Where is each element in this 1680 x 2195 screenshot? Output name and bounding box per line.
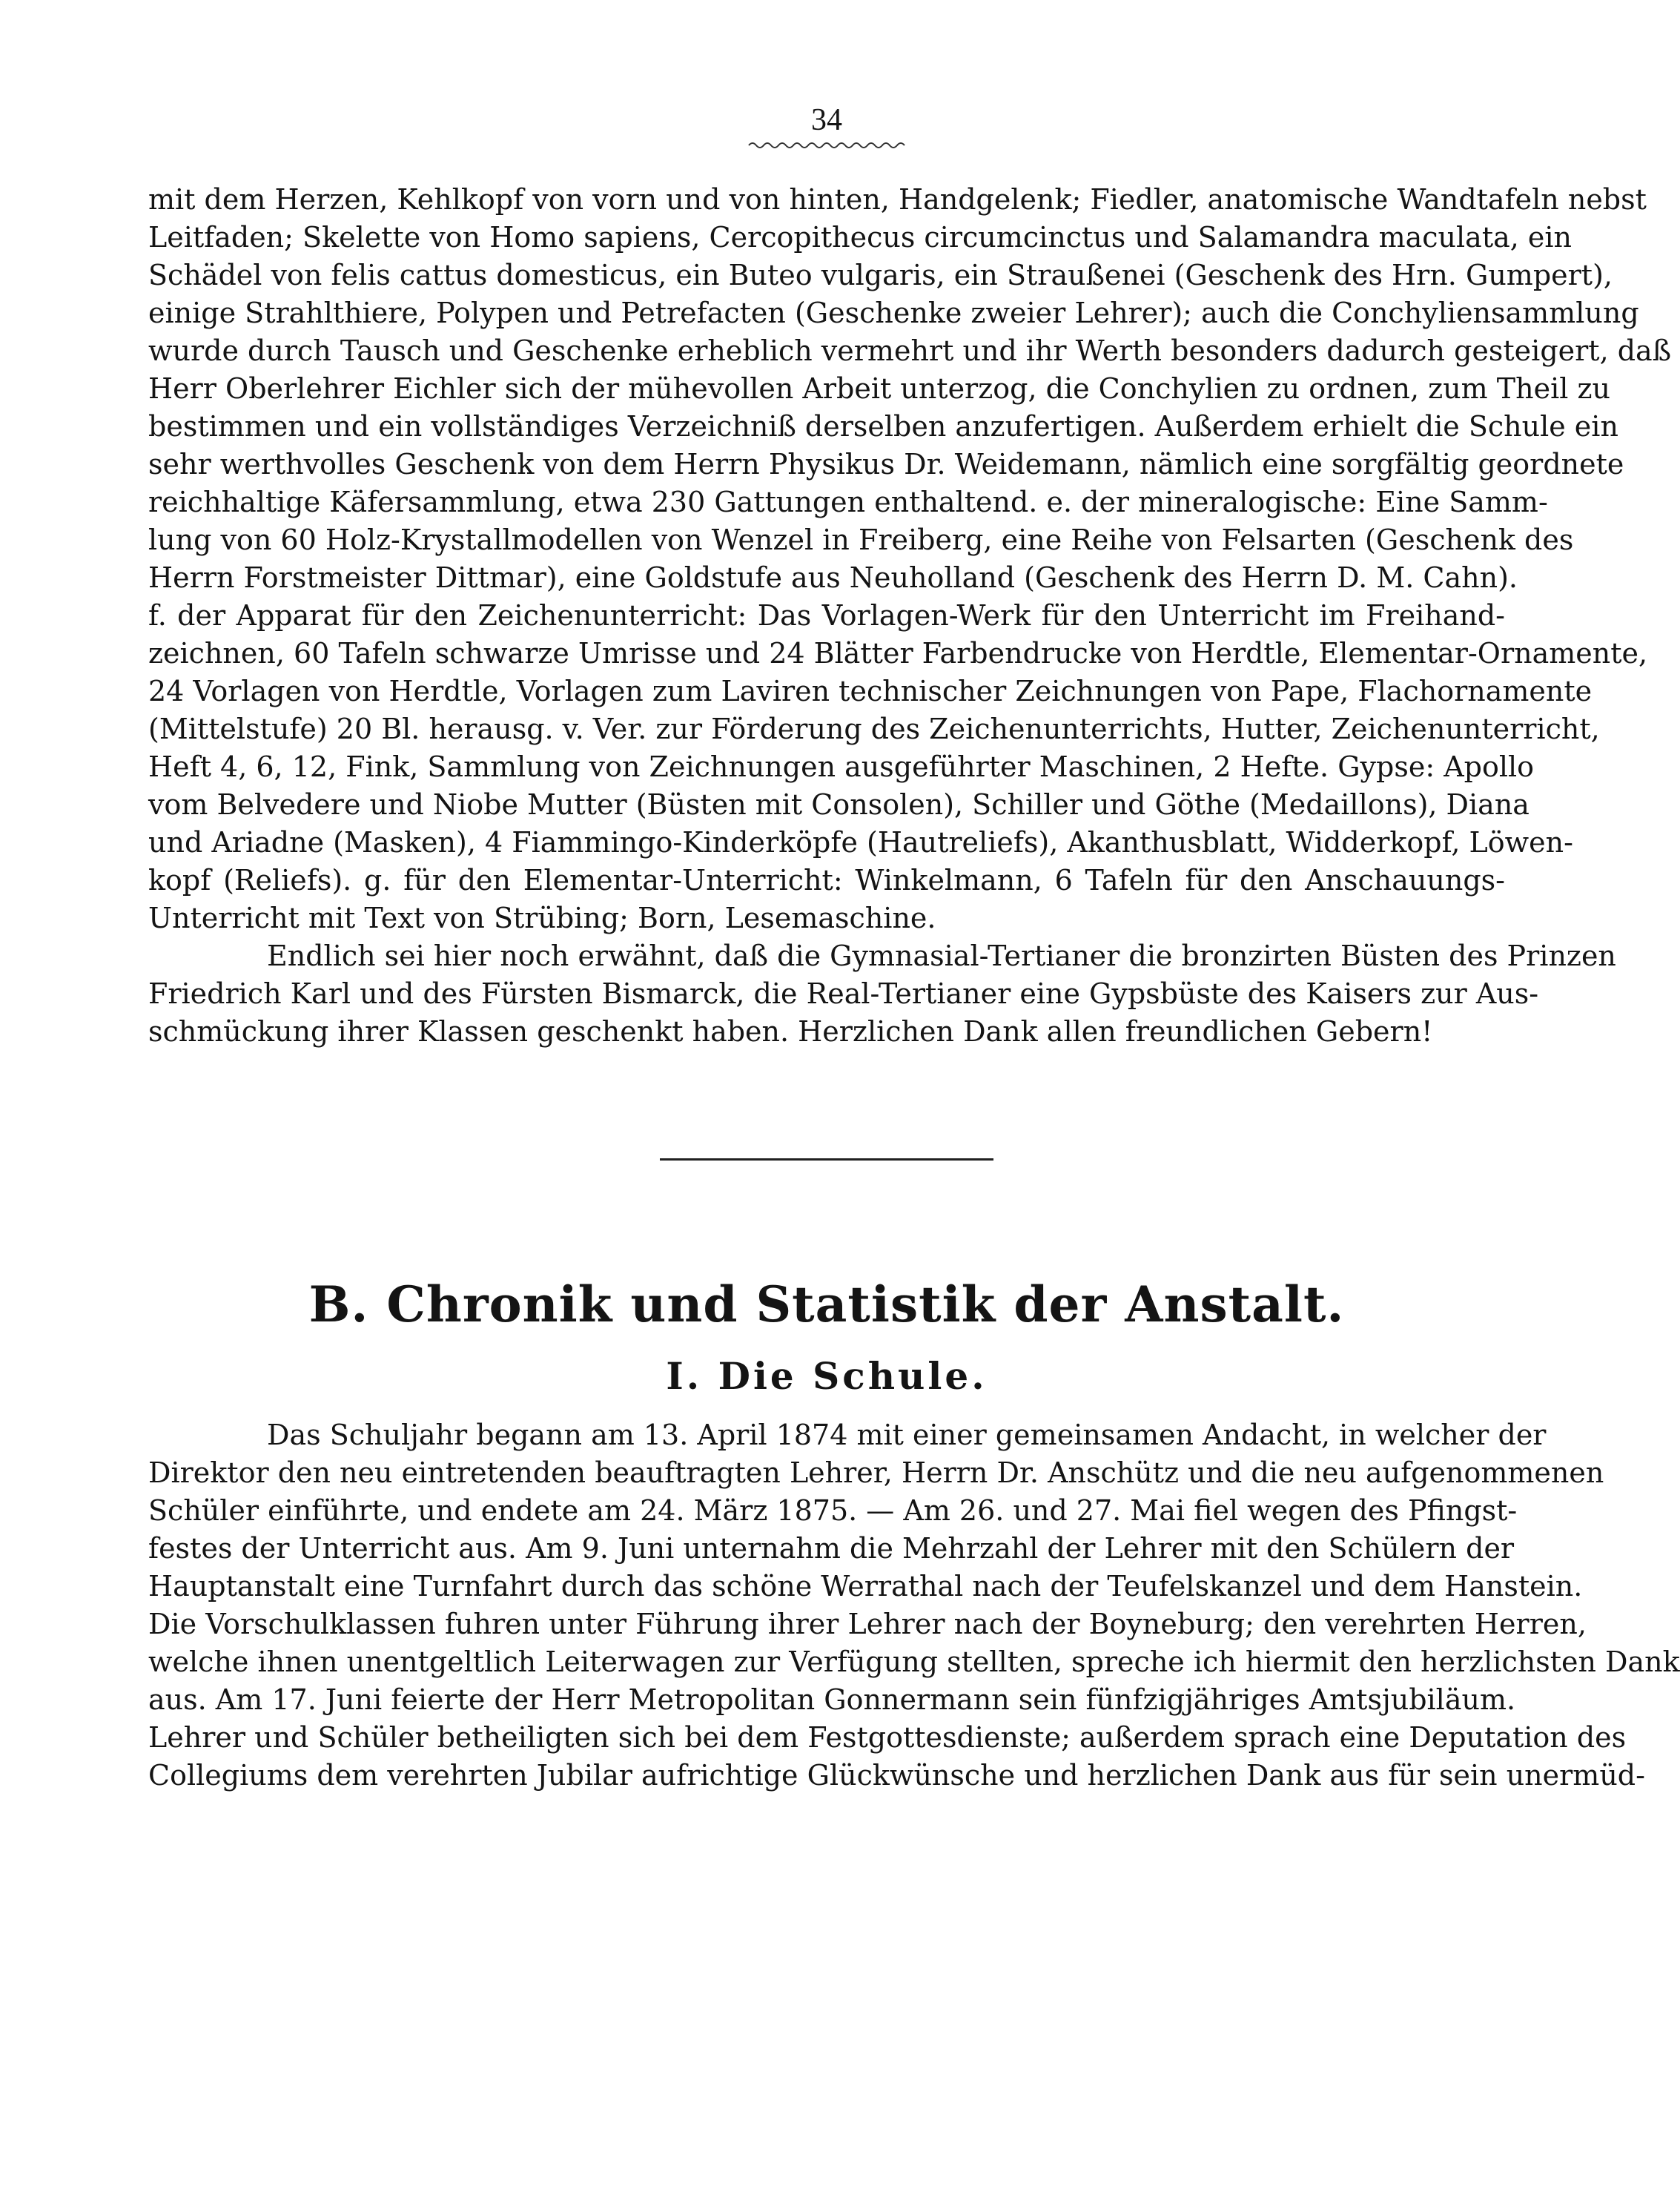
text-line: 24 Vorlagen von Herdtle, Vorlagen zum Laviren technischer Zeichnungen von Pape, Flachornamente [148,675,1593,707]
text-line: Das Schuljahr begann am 13. April 1874 mit einer gemeinsamen Andacht, in welcher der [267,1419,1547,1451]
sub-heading: I. Die Schule. [666,1354,988,1398]
text-line: Endlich sei hier noch erwähnt, daß die Gymnasial-Tertianer die bronzirten Büsten des Prinzen [267,940,1616,972]
text-line: Lehrer und Schüler betheiligten sich bei dem Festgottesdienste; außerdem sprach eine Deputation des [148,1721,1627,1754]
text-line: Unterricht mit Text von Strübing; Born, Lesemaschine. [148,902,936,934]
text-line: vom Belvedere und Niobe Mutter (Büsten mit Consolen), Schiller und Göthe (Medaillons), Diana [148,788,1529,821]
text-line: lung von 60 Holz-Krystallmodellen von Wenzel in Freiberg, eine Reihe von Felsarten (Geschenk des [148,524,1574,556]
text-line: Schädel von felis cattus domesticus, ein Buteo vulgaris, ein Straußenei (Geschenk des Hrn. Gumpert), [148,259,1613,291]
wavy-ornament-icon [749,141,905,150]
text-line: reichhaltige Käfersammlung, etwa 230 Gattungen enthaltend. e. der mineralogische: Eine Samm- [148,486,1548,518]
collections-paragraph [148,181,1672,1051]
text-line: Herr Oberlehrer Eichler sich der mühevollen Arbeit unterzog, die Conchylien zu ordnen, zum Theil zu [148,372,1610,405]
text-line: sehr werthvolles Geschenk von dem Herrn Physikus Dr. Weidemann, nämlich eine sorgfältig geordnete [148,448,1624,481]
text-line: wurde durch Tausch und Geschenke erheblich vermehrt und ihr Werth besonders dadurch gesteigert, daß [148,334,1672,367]
text-line: Die Vorschulklassen fuhren unter Führung ihrer Lehrer nach der Boyneburg; den verehrten Herren, [148,1608,1587,1640]
text-line: Leitfaden; Skelette von Homo sapiens, Cercopithecus circumcinctus und Salamandra maculata, ein [148,221,1572,254]
text-line: Schüler einführte, und endete am 24. März 1875. — Am 26. und 27. Mai fiel wegen des Pfingst- [148,1494,1518,1527]
text-line: Direktor den neu eintretenden beauftragten Lehrer, Herrn Dr. Anschütz und die neu aufgenommenen [148,1456,1604,1489]
text-line: zeichnen, 60 Tafeln schwarze Umrisse und 24 Blätter Farbendrucke von Herdtle, Elementar-Ornamente, [148,637,1648,670]
text-line: schmückung ihrer Klassen geschenkt haben. Herzlichen Dank allen freundlichen Gebern! [148,1015,1433,1048]
text-line: aus. Am 17. Juni feierte der Herr Metropolitan Gonnermann sein fünfzigjähriges Amtsjubiläum. [148,1683,1516,1716]
text-line: (Mittelstufe) 20 Bl. herausg. v. Ver. zur Förderung des Zeichenunterrichts, Hutter, Zeichenunterricht, [148,713,1600,745]
text-line: Friedrich Karl und des Fürsten Bismarck, die Real-Tertianer eine Gypsbüste des Kaisers zur Aus- [148,977,1539,1010]
page-number: 34 [811,103,842,137]
text-line: Collegiums dem verehrten Jubilar aufrichtige Glückwünsche und herzlichen Dank aus für sein unermüd- [148,1759,1645,1792]
text-line: Heft 4, 6, 12, Fink, Sammlung von Zeichnungen ausgeführter Maschinen, 2 Hefte. Gypse: Apollo [148,750,1535,783]
text-line: festes der Unterricht aus. Am 9. Juni unternahm die Mehrzahl der Lehrer mit den Schülern der [148,1532,1515,1565]
text-line: bestimmen und ein vollständiges Verzeichniß derselben anzufertigen. Außerdem erhielt die Schule ein [148,410,1618,443]
text-line: f. der Apparat für den Zeichenunterricht: Das Vorlagen-Werk für den Unterricht im Freihand- [148,599,1505,632]
text-line: einige Strahlthiere, Polypen und Petrefacten (Geschenke zweier Lehrer); auch die Conchyliensammlung [148,297,1639,329]
section-divider [660,1158,993,1161]
text-line: Hauptanstalt eine Turnfahrt durch das schöne Werrathal nach der Teufelskanzel und dem Hanstein. [148,1570,1583,1602]
chronicle-paragraph [148,1416,1680,1795]
text-line: Herrn Forstmeister Dittmar), eine Goldstufe aus Neuholland (Geschenk des Herrn D. M. Cahn). [148,561,1518,594]
section-heading: B. Chronik und Statistik der Anstalt. [308,1275,1345,1333]
text-line: welche ihnen unentgeltlich Leiterwagen zur Verfügung stellten, spreche ich hiermit den herzlichsten Dank [148,1646,1680,1678]
text-line: kopf (Reliefs). g. für den Elementar-Unterricht: Winkelmann, 6 Tafeln für den Anschauungs- [148,864,1505,897]
text-line: mit dem Herzen, Kehlkopf von vorn und von hinten, Handgelenk; Fiedler, anatomische Wandtafeln nebst [148,183,1647,216]
text-line: und Ariadne (Masken), 4 Fiammingo-Kinderköpfe (Hautreliefs), Akanthusblatt, Widderkopf, Löwen- [148,826,1573,859]
